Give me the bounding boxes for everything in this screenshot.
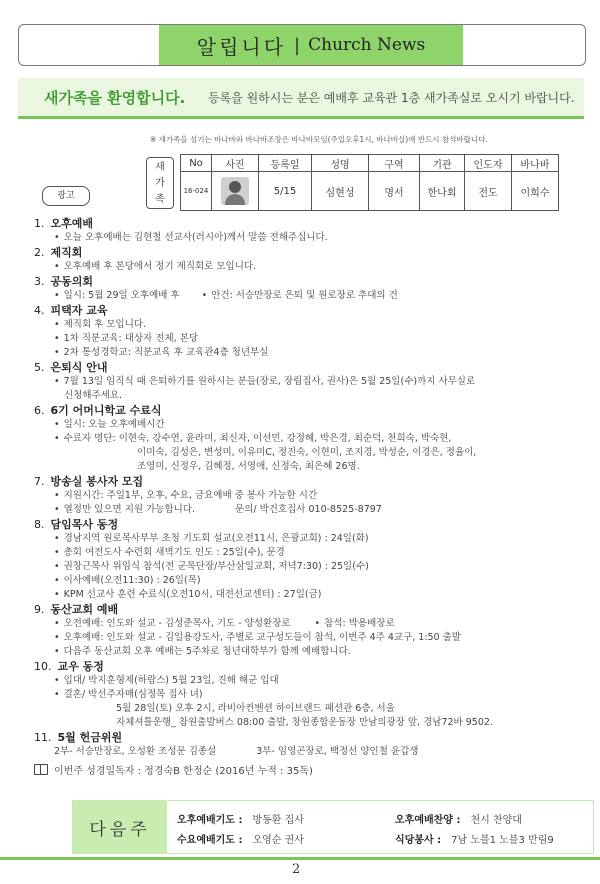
list-item-continued: 신청해주세요. bbox=[64, 390, 123, 401]
table-row bbox=[181, 172, 559, 211]
list-item-continued: 조영미, 신정우, 김혜정, 서영애, 신정숙, 최은혜 26명. bbox=[137, 461, 360, 472]
newfamily-label-char: 족 bbox=[155, 194, 165, 205]
cell-date: 5/15 bbox=[259, 172, 312, 211]
list-item: • 일시: 오늘 오후예배시간 bbox=[54, 419, 165, 430]
item-heading: 9. 동산교회 예배 bbox=[34, 603, 119, 616]
announcement-list bbox=[34, 216, 596, 759]
list-item: • 이사예배(오전11:30) : 26일(목) bbox=[54, 575, 201, 586]
item-heading: 11. 5월 헌금위원 bbox=[34, 731, 123, 744]
item-heading: 5. 은퇴식 안내 bbox=[34, 361, 108, 374]
item-heading: 8. 담임목사 동정 bbox=[34, 518, 119, 531]
col-no: No bbox=[181, 155, 212, 172]
list-item: • 총회 여전도사 수련회 새벽기도 인도 : 25일(수), 문경 bbox=[54, 547, 285, 558]
item-heading: 4. 피택자 교육 bbox=[34, 304, 108, 317]
list-item: • 오늘 오후예배는 김현철 선교사(러시아)께서 말씀 전해주십니다. bbox=[54, 232, 328, 243]
welcome-title: 새가족을 환영합니다. bbox=[44, 89, 186, 107]
page-subtitle: Church News bbox=[308, 35, 426, 55]
newfamily-table bbox=[180, 154, 559, 211]
cell-org: 한나회 bbox=[420, 172, 465, 211]
list-item: • 경남지역 원로목사부부 초청 기도회 설교(오전11시, 은광교회) : 24일(화) bbox=[54, 533, 369, 544]
item-heading: 10. 교우 동정 bbox=[34, 660, 104, 673]
newfamily-label-char: 새 bbox=[155, 162, 165, 173]
bible-reader bbox=[34, 762, 313, 777]
welcome-strip bbox=[18, 78, 584, 119]
list-item: • 1차 직분교육: 대상자 전체, 본당 bbox=[54, 333, 199, 344]
next-week-box bbox=[72, 800, 594, 854]
newfamily-label bbox=[146, 157, 174, 209]
col-org: 기관 bbox=[420, 155, 465, 172]
col-barnabas: 바나바 bbox=[512, 155, 559, 172]
item-heading: 3. 공동의회 bbox=[34, 275, 94, 288]
cell-guide: 전도 bbox=[465, 172, 512, 211]
item-heading: 7. 방송실 봉사자 모집 bbox=[34, 475, 144, 488]
col-date: 등록일 bbox=[259, 155, 312, 172]
table-header-row bbox=[181, 155, 559, 172]
footer-divider bbox=[0, 857, 600, 860]
list-item-continued: 이미숙, 김성은, 변성미, 이유미C, 정진숙, 이현미, 조지경, 박성순, 이경은, 정율이, bbox=[137, 447, 477, 458]
list-item: • 오전예배: 인도와 설교 - 김성준목사, 기도 - 양성환장로 • 참석: 박용배장로 bbox=[54, 618, 395, 629]
member-photo bbox=[221, 177, 249, 205]
item-heading: 1. 오후예배 bbox=[34, 217, 94, 230]
next-week-tag: 다음주 bbox=[73, 801, 167, 853]
list-item: • 일시: 5월 29일 오후예배 후 • 안건: 서승만장로 은퇴 및 원로장로 추대의 건 bbox=[54, 290, 398, 301]
page-number: 2 bbox=[292, 862, 301, 877]
title-separator: | bbox=[294, 34, 301, 56]
cell-no: 16-024 bbox=[181, 172, 212, 211]
list-item: • KPM 선교사 훈련 수료식(오전10시, 대전선교센터) : 27일(금) bbox=[54, 589, 322, 600]
col-name: 성명 bbox=[312, 155, 369, 172]
list-item: • 입대/ 박지훈형제(하람스) 5월 23일, 진해 해군 입대 bbox=[54, 675, 279, 686]
list-item: 2부- 서승만장로, 오성환 조성문 김종설 3부- 임영곤장로, 백정선 양인철 윤갑생 bbox=[54, 746, 419, 757]
page-title: 알립니다 bbox=[196, 34, 287, 59]
col-guide: 인도자 bbox=[465, 155, 512, 172]
book-icon bbox=[34, 764, 48, 775]
ad-label: 광고 bbox=[42, 186, 90, 206]
cell-name: 심현성 bbox=[312, 172, 369, 211]
welcome-text: 등록을 원하시는 분은 예배후 교육관 1층 새가족실로 오시기 바랍니다. bbox=[208, 91, 575, 105]
afternoon-prayer: 오후예배기도 : 방동환 집사 bbox=[177, 815, 304, 826]
bible-reader-text: 이번주 성경일독자 : 정경숙B 한정순 (2016년 누적 : 35독) bbox=[54, 766, 313, 777]
list-item: • 2차 통성경학교: 직분교육 후 교육관4층 청년부실 bbox=[54, 347, 269, 358]
list-item: • 지원시간: 주일1부, 오후, 수요, 금요예배 중 봉사 가능한 시간 bbox=[54, 490, 318, 501]
newfamily-note: ※ 새가족을 섬기는 바나바와 바나바조장은 바나바모임(주일오후1시, 바나바실)에 반드시 참석바랍니다. bbox=[150, 135, 488, 144]
list-item: • 7월 13일 임직식 때 은퇴하기를 원하시는 분들(장로, 장립집사, 권사)은 5월 25일(수)까지 사무실로 bbox=[54, 376, 476, 387]
cell-district: 명서 bbox=[369, 172, 420, 211]
list-item: • 다음주 동산교회 오후 예배는 5주차로 청년대학부가 함께 예배합니다. bbox=[54, 646, 351, 657]
list-item: • 제직회 후 모입니다. bbox=[54, 319, 147, 330]
header-banner bbox=[18, 24, 586, 66]
list-item: • 열정만 있으면 지원 가능합니다. 문의/ 박건호집사 010-8525-8797 bbox=[54, 504, 382, 515]
banner-title-box bbox=[159, 25, 463, 65]
wednesday-prayer: 수요예배기도 : 오영순 권사 bbox=[177, 835, 304, 846]
list-item-continued: 자체셔틀운행_ 참원출발버스 08:00 출발, 창원종합운동장 만남의광장 앞, 경남72바 9502. bbox=[116, 717, 493, 728]
list-item-continued: 5월 28일(토) 오후 2시, 라비아컨벤션 하이브랜드 패션관 6층, 서울 bbox=[116, 703, 395, 714]
cell-barnabas: 이희수 bbox=[512, 172, 559, 211]
item-heading: 6. 6기 어머니학교 수료식 bbox=[34, 404, 162, 417]
meal-service: 식당봉사 : 7남 노블1 노블3 반림9 bbox=[395, 835, 554, 846]
col-photo: 사진 bbox=[212, 155, 259, 172]
list-item: • 수료자 명단: 이현숙, 강수연, 윤라미, 최신자, 이선민, 강정혜, 박은경, 최순덕, 천희숙, 박숙현, bbox=[54, 433, 452, 444]
list-item: • 권창근목사 위임식 참석(전 군목단장/부산삼일교회, 저녁7:30) : 25일(수) bbox=[54, 561, 369, 572]
list-item: • 오후예배 후 본당에서 정기 제직회로 모입니다. bbox=[54, 261, 257, 272]
cell-photo bbox=[212, 172, 259, 211]
newfamily-label-char: 가 bbox=[155, 178, 165, 189]
item-heading: 2. 제직회 bbox=[34, 246, 83, 259]
list-item: • 오후예배: 인도와 설교 - 김일용강도사, 주별로 교구성도들이 참석, 이번주 4주 4교구, 1:50 출발 bbox=[54, 632, 461, 643]
col-district: 구역 bbox=[369, 155, 420, 172]
list-item: • 결혼/ 박선주자매(심정목 집사 녀) bbox=[54, 689, 203, 700]
afternoon-choir: 오후예배찬양 : 천시 찬양대 bbox=[395, 815, 522, 826]
